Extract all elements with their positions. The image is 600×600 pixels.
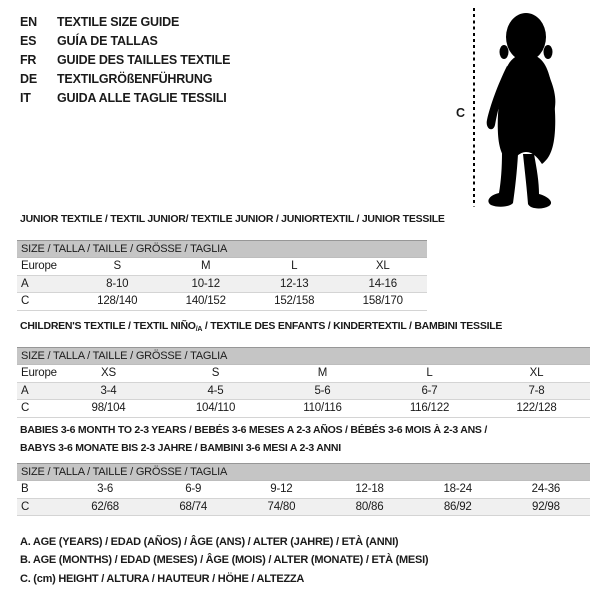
size-value-cell: 8-10 xyxy=(73,275,162,293)
table-row-age xyxy=(17,382,590,400)
size-value-cell: 152/158 xyxy=(250,293,339,311)
language-code: IT xyxy=(20,90,31,105)
size-value-cell: 7-8 xyxy=(483,382,590,400)
column-header-row xyxy=(17,258,427,276)
babies-title-line2: BABYS 3-6 MONATE BIS 2-3 JAHRE / BAMBINI 3-6 MESI A 2-3 ANNI xyxy=(20,441,341,454)
size-value-cell: 3-6 xyxy=(61,481,149,499)
row-label-cell: B xyxy=(17,481,61,499)
size-value-cell: 24-36 xyxy=(502,481,590,499)
note-age-years: A. AGE (YEARS) / EDAD (AÑOS) / ÂGE (ANS) / ALTER (JAHRE) / ETÀ (ANNI) xyxy=(20,536,399,548)
size-value-cell: 68/74 xyxy=(149,498,237,516)
column-header-row xyxy=(17,365,590,383)
column-header-cell: S xyxy=(73,258,162,276)
size-value-cell: 158/170 xyxy=(339,293,428,311)
language-legend xyxy=(20,13,230,107)
junior-table-title: JUNIOR TEXTILE / TEXTIL JUNIOR/ TEXTILE JUNIOR / JUNIORTEXTIL / JUNIOR TESSILE xyxy=(20,213,445,225)
toddler-silhouette-icon xyxy=(482,6,572,212)
legend-row-de xyxy=(20,69,230,88)
size-value-cell: 110/116 xyxy=(269,400,376,418)
legend-row-en xyxy=(20,13,230,32)
table-row-age xyxy=(17,275,427,293)
size-value-cell: 122/128 xyxy=(483,400,590,418)
children-size-table xyxy=(17,347,590,418)
babies-title-line1: BABIES 3-6 MONTH TO 2-3 YEARS / BEBÉS 3-6 MESES A 2-3 AÑOS / BÉBÉS 3-6 MOIS À 2-3 ANS / xyxy=(20,424,488,436)
region-label-cell: Europe xyxy=(17,365,55,383)
table-row-height xyxy=(17,293,427,311)
table-row-age-months xyxy=(17,481,590,499)
legend-title: GUÍA DE TALLAS xyxy=(57,34,158,49)
language-code: DE xyxy=(20,71,37,86)
legend-row-it xyxy=(20,88,230,107)
size-value-cell: 116/122 xyxy=(376,400,483,418)
column-header-cell: L xyxy=(376,365,483,383)
size-header-bar xyxy=(17,348,590,365)
size-value-cell: 86/92 xyxy=(414,498,502,516)
size-value-cell: 104/110 xyxy=(162,400,269,418)
children-title-post: / TEXTILE DES ENFANTS / KINDERTEXTIL / BAMBINI TESSILE xyxy=(202,320,503,332)
size-header-label: SIZE / TALLA / TAILLE / GRÖSSE / TAGLIA xyxy=(17,348,590,365)
language-code: FR xyxy=(20,52,37,67)
column-header-cell: XL xyxy=(483,365,590,383)
size-value-cell: 14-16 xyxy=(339,275,428,293)
size-value-cell: 62/68 xyxy=(61,498,149,516)
row-label-cell: C xyxy=(17,293,73,311)
size-value-cell: 18-24 xyxy=(414,481,502,499)
size-value-cell: 80/86 xyxy=(325,498,413,516)
column-header-cell: XL xyxy=(339,258,428,276)
height-measure-dashed-line xyxy=(473,8,475,207)
row-label-cell: A xyxy=(17,275,73,293)
language-code: EN xyxy=(20,15,37,30)
note-height: C. (cm) HEIGHT / ALTURA / HAUTEUR / HÖHE / ALTEZZA xyxy=(20,572,305,585)
size-value-cell: 9-12 xyxy=(237,481,325,499)
column-header-cell: M xyxy=(269,365,376,383)
column-header-cell: L xyxy=(250,258,339,276)
legend-row-es xyxy=(20,32,230,51)
size-value-cell: 10-12 xyxy=(162,275,251,293)
column-header-cell: M xyxy=(162,258,251,276)
children-title-pre: CHILDREN'S TEXTILE / TEXTIL NIÑO xyxy=(20,320,196,332)
size-value-cell: 4-5 xyxy=(162,382,269,400)
row-label-cell: A xyxy=(17,382,55,400)
legend-notes xyxy=(20,533,428,588)
legend-title: TEXTILE SIZE GUIDE xyxy=(57,15,180,30)
legend-row-fr xyxy=(20,51,230,70)
size-value-cell: 74/80 xyxy=(237,498,325,516)
legend-title: GUIDA ALLE TAGLIE TESSILI xyxy=(57,90,227,105)
language-code: ES xyxy=(20,34,37,49)
height-measure-label: C xyxy=(456,106,466,120)
region-label-cell: Europe xyxy=(17,258,73,276)
size-value-cell: 12-18 xyxy=(325,481,413,499)
table-row-height xyxy=(17,400,590,418)
size-value-cell: 92/98 xyxy=(502,498,590,516)
size-header-label: SIZE / TALLA / TAILLE / GRÖSSE / TAGLIA xyxy=(17,241,427,258)
size-value-cell: 5-6 xyxy=(269,382,376,400)
legend-title: GUIDE DES TAILLES TEXTILE xyxy=(57,52,231,67)
size-value-cell: 98/104 xyxy=(55,400,162,418)
size-value-cell: 12-13 xyxy=(250,275,339,293)
row-label-cell: C xyxy=(17,498,61,516)
size-value-cell: 3-4 xyxy=(55,382,162,400)
column-header-cell: XS xyxy=(55,365,162,383)
size-header-bar xyxy=(17,241,427,258)
size-value-cell: 6-7 xyxy=(376,382,483,400)
children-table-title xyxy=(20,320,502,336)
size-value-cell: 6-9 xyxy=(149,481,237,499)
row-label-cell: C xyxy=(17,400,55,418)
babies-table-title xyxy=(20,422,487,457)
babies-size-table xyxy=(17,463,590,516)
children-title-sub: /A xyxy=(195,326,203,333)
size-header-bar xyxy=(17,464,590,481)
size-value-cell: 140/152 xyxy=(162,293,251,311)
note-age-months: B. AGE (MONTHS) / EDAD (MESES) / ÂGE (MOIS) / ALTER (MONATE) / ETÀ (MESI) xyxy=(20,554,429,567)
size-header-label: SIZE / TALLA / TAILLE / GRÖSSE / TAGLIA xyxy=(17,464,590,481)
table-row-height xyxy=(17,498,590,516)
junior-size-table xyxy=(17,240,427,311)
size-value-cell: 128/140 xyxy=(73,293,162,311)
column-header-cell: S xyxy=(162,365,269,383)
legend-title: TEXTILGRÖßENFÜHRUNG xyxy=(57,71,213,86)
